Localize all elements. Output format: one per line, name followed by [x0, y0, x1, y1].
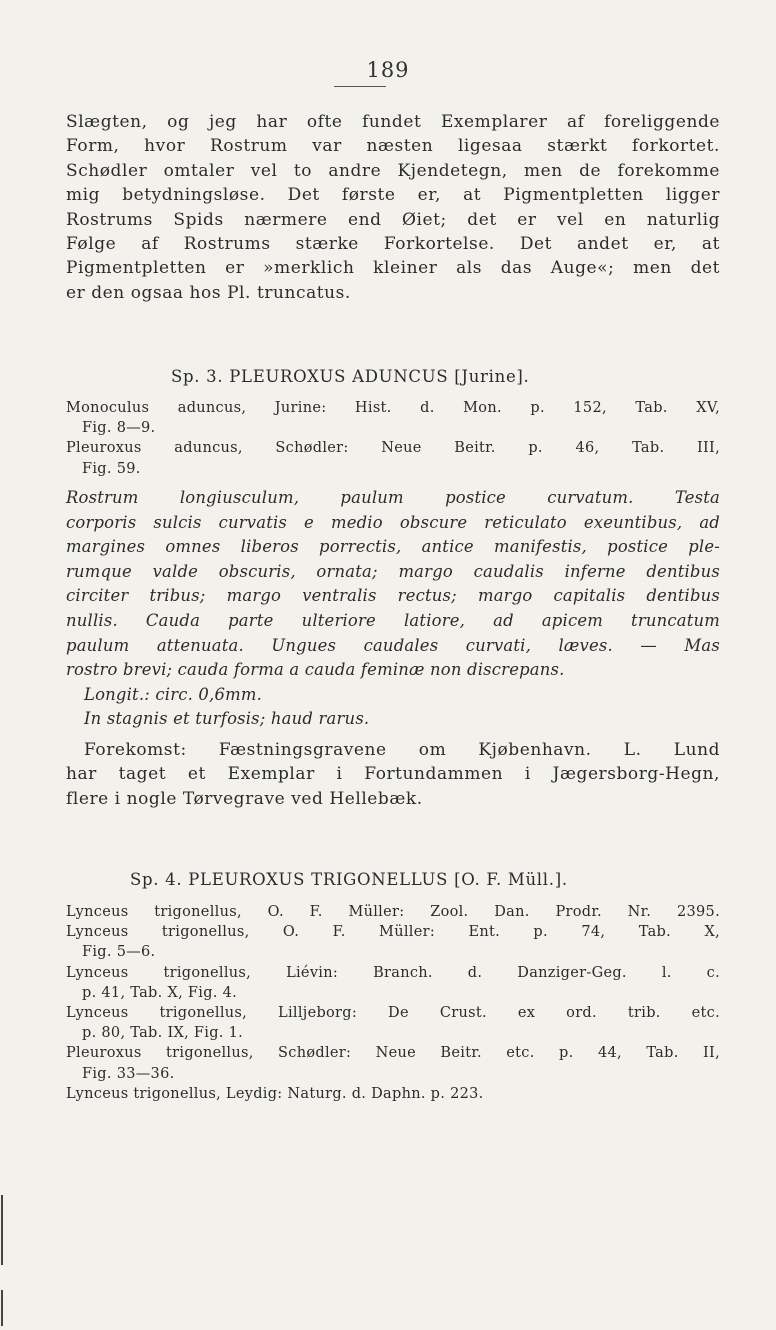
synonym-line: Fig. 33—36. — [82, 1065, 175, 1082]
synonym-line: p. 41, Tab. X, Fig. 4. — [82, 984, 238, 1001]
description-line: In stagnis et turfosis; haud rarus. — [84, 709, 370, 729]
synonym-line: Lynceus trigonellus, Liévin: Branch. d. Danziger-Geg. l. c. — [66, 964, 720, 981]
description-line: margines omnes liberos porrectis, antice manifestis, postice ple- — [66, 537, 720, 557]
description-line: corporis sulcis curvatis e medio obscure reticulato exeuntibus, ad — [66, 512, 720, 532]
description-line: paulum attenuata. Ungues caudales curvati, læves. — Mas — [66, 635, 720, 655]
species-3-synonyms — [66, 398, 720, 479]
synonym-line: Lynceus trigonellus, Lilljeborg: De Crust. ex ord. trib. etc. — [66, 1005, 720, 1022]
description-line: rumque valde obscuris, ornata; margo caudalis inferne dentibus — [66, 561, 720, 581]
synonym-line: Monoculus aduncus, Jurine: Hist. d. Mon. p. 152, Tab. XV, — [66, 400, 720, 416]
text-line: mig betydningsløse. Det første er, at Pigmentpletten ligger — [66, 185, 720, 206]
description-line: rostro brevi; cauda forma a cauda feminæ non discrepans. — [66, 660, 565, 680]
text-line: Pigmentpletten er »merklich kleiner als das Auge«; men det — [66, 258, 720, 279]
species-3-description — [66, 486, 720, 732]
page-number-rule — [334, 86, 386, 87]
scan-edge-mark — [1, 1195, 3, 1265]
synonym-line: Fig. 59. — [82, 460, 141, 477]
species-3-heading: Sp. 3. PLEUROXUS ADUNCUS [Jurine]. — [171, 367, 530, 386]
occurrence-line: har taget et Exemplar i Fortundammen i Jægersborg-Hegn, — [66, 764, 720, 785]
intro-paragraph — [66, 110, 720, 305]
synonym-line: Lynceus trigonellus, Leydig: Naturg. d. Daphn. p. 223. — [66, 1085, 484, 1102]
synonym-line: Fig. 8—9. — [82, 420, 156, 437]
synonym-line: Pleuroxus aduncus, Schødler: Neue Beitr. p. 46, Tab. III, — [66, 440, 720, 457]
synonym-line: p. 80, Tab. IX, Fig. 1. — [82, 1025, 244, 1042]
text-line: Form, hvor Rostrum var næsten ligesaa stærkt forkortet. — [66, 136, 720, 157]
text-line: Slægten, og jeg har ofte fundet Exemplarer af foreliggende — [66, 112, 720, 132]
text-line: er den ogsaa hos Pl. truncatus. — [66, 282, 351, 303]
scan-edge-mark — [1, 1290, 3, 1326]
description-line: nullis. Cauda parte ulteriore latiore, ad apicem truncatum — [66, 610, 720, 630]
species-4-synonyms — [66, 902, 720, 1104]
page-number: 189 — [366, 58, 410, 82]
description-line: Rostrum longiusculum, paulum postice curvatum. Testa — [66, 488, 720, 507]
occurrence-line: Forekomst: Fæstningsgravene om Kjøbenhavn. L. Lund — [84, 740, 720, 760]
synonym-line: Lynceus trigonellus, O. F. Müller: Ent. p. 74, Tab. X, — [66, 924, 720, 941]
species-3-occurrence — [66, 738, 720, 811]
description-line: circiter tribus; margo ventralis rectus; margo capitalis dentibus — [66, 586, 720, 606]
synonym-line: Fig. 5—6. — [82, 944, 156, 961]
occurrence-line: flere i nogle Tørvegrave ved Hellebæk. — [66, 788, 423, 809]
text-line: Schødler omtaler vel to andre Kjendetegn, men de forekomme — [66, 160, 720, 181]
species-4-heading: Sp. 4. PLEUROXUS TRIGONELLUS [O. F. Müll.]. — [130, 870, 568, 889]
synonym-line: Lynceus trigonellus, O. F. Müller: Zool. Dan. Prodr. Nr. 2395. — [66, 904, 720, 920]
synonym-line: Pleuroxus trigonellus, Schødler: Neue Beitr. etc. p. 44, Tab. II, — [66, 1045, 720, 1062]
text-line: Rostrums Spids nærmere end Øiet; det er vel en naturlig — [66, 209, 720, 230]
text-line: Følge af Rostrums stærke Forkortelse. Det andet er, at — [66, 234, 720, 255]
description-line: Longit.: circ. 0,6mm. — [84, 684, 262, 704]
